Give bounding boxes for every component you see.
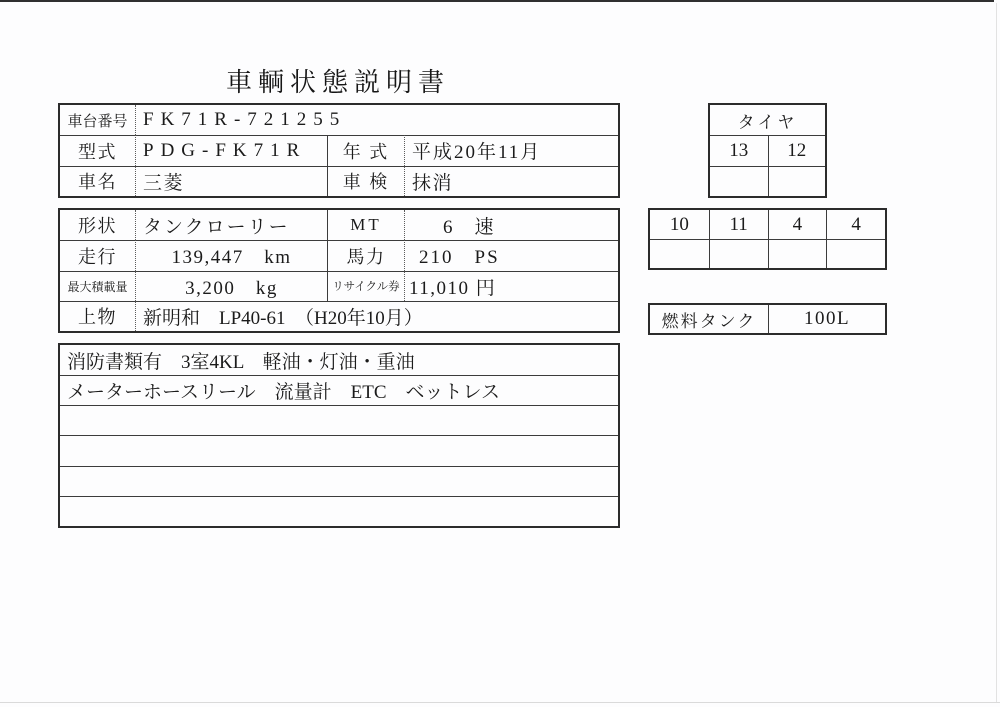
tire-empty-cell: [710, 166, 768, 196]
tire-empty-cell: [768, 166, 826, 196]
tire-value-left: 13: [710, 135, 768, 165]
tire-counts-table: [648, 208, 887, 270]
equipment-row: [60, 466, 618, 496]
equipment-row: メーターホースリール 流量計 ETC ベットレス: [60, 375, 618, 405]
scan-right-edge: [996, 3, 997, 703]
horsepower-value: 210 PS: [404, 240, 618, 270]
recycle-ticket-value: 11,010 円: [404, 271, 618, 301]
equipment-row: [60, 435, 618, 465]
vehicle-name-label: 車名: [60, 166, 135, 196]
body-shape-value: タンクローリー: [135, 210, 327, 240]
vehicle-name-value: 三菱: [135, 166, 327, 196]
inspection-label: 車 検: [327, 166, 404, 196]
tire-count-cell: 11: [709, 210, 768, 239]
equipment-row: [60, 496, 618, 526]
tire-count-empty-cell: [826, 239, 885, 268]
equipment-row: 消防書類有 3室4KL 軽油・灯油・重油: [67, 351, 415, 373]
tire-table-title: タイヤ: [737, 112, 798, 132]
year-label: 年 式: [327, 135, 404, 165]
fuel-tank-label: 燃料タンク: [661, 311, 757, 331]
mileage-value: 139,447 km: [135, 240, 327, 270]
year-value: 平成20年11月: [404, 135, 618, 165]
equipment-table: [58, 343, 620, 528]
page-title: 車輌状態説明書: [226, 68, 451, 97]
tire-count-empty-cell: [709, 239, 768, 268]
tire-value-right: 12: [768, 135, 826, 165]
chassis-number-value: FK71R-721255: [135, 105, 618, 135]
horsepower-label: 馬力: [327, 240, 404, 270]
scan-top-edge: [0, 0, 994, 2]
transmission-label: MT: [327, 210, 404, 240]
vehicle-info-table: [58, 103, 620, 198]
tire-count-empty-cell: [768, 239, 827, 268]
superstructure-label: 上物: [60, 301, 135, 331]
recycle-ticket-label: リサイクル券: [327, 271, 404, 301]
superstructure-value: 新明和 LP40-61 （H20年10月）: [135, 301, 618, 331]
equipment-row: [60, 405, 618, 435]
tire-count-cell: 4: [826, 210, 885, 239]
fuel-tank-table: [648, 303, 887, 335]
mileage-label: 走行: [60, 240, 135, 270]
scan-bottom-edge: [0, 702, 1000, 703]
tire-table: [708, 103, 827, 198]
inspection-value: 抹消: [404, 166, 618, 196]
body-shape-label: 形状: [78, 216, 117, 237]
transmission-value: 6 速: [404, 210, 618, 240]
tire-count-empty-cell: [650, 239, 709, 268]
tire-count-cell: 10: [669, 213, 689, 235]
spec-table: [58, 208, 620, 333]
fuel-tank-value: 100L: [768, 305, 885, 333]
model-label: 型式: [60, 135, 135, 165]
tire-count-cell: 4: [768, 210, 827, 239]
max-payload-value: 3,200 kg: [135, 271, 327, 301]
max-payload-label: 最大積載量: [60, 271, 135, 301]
model-value: PDG-FK71R: [135, 135, 327, 165]
chassis-number-label: 車台番号: [67, 113, 128, 130]
